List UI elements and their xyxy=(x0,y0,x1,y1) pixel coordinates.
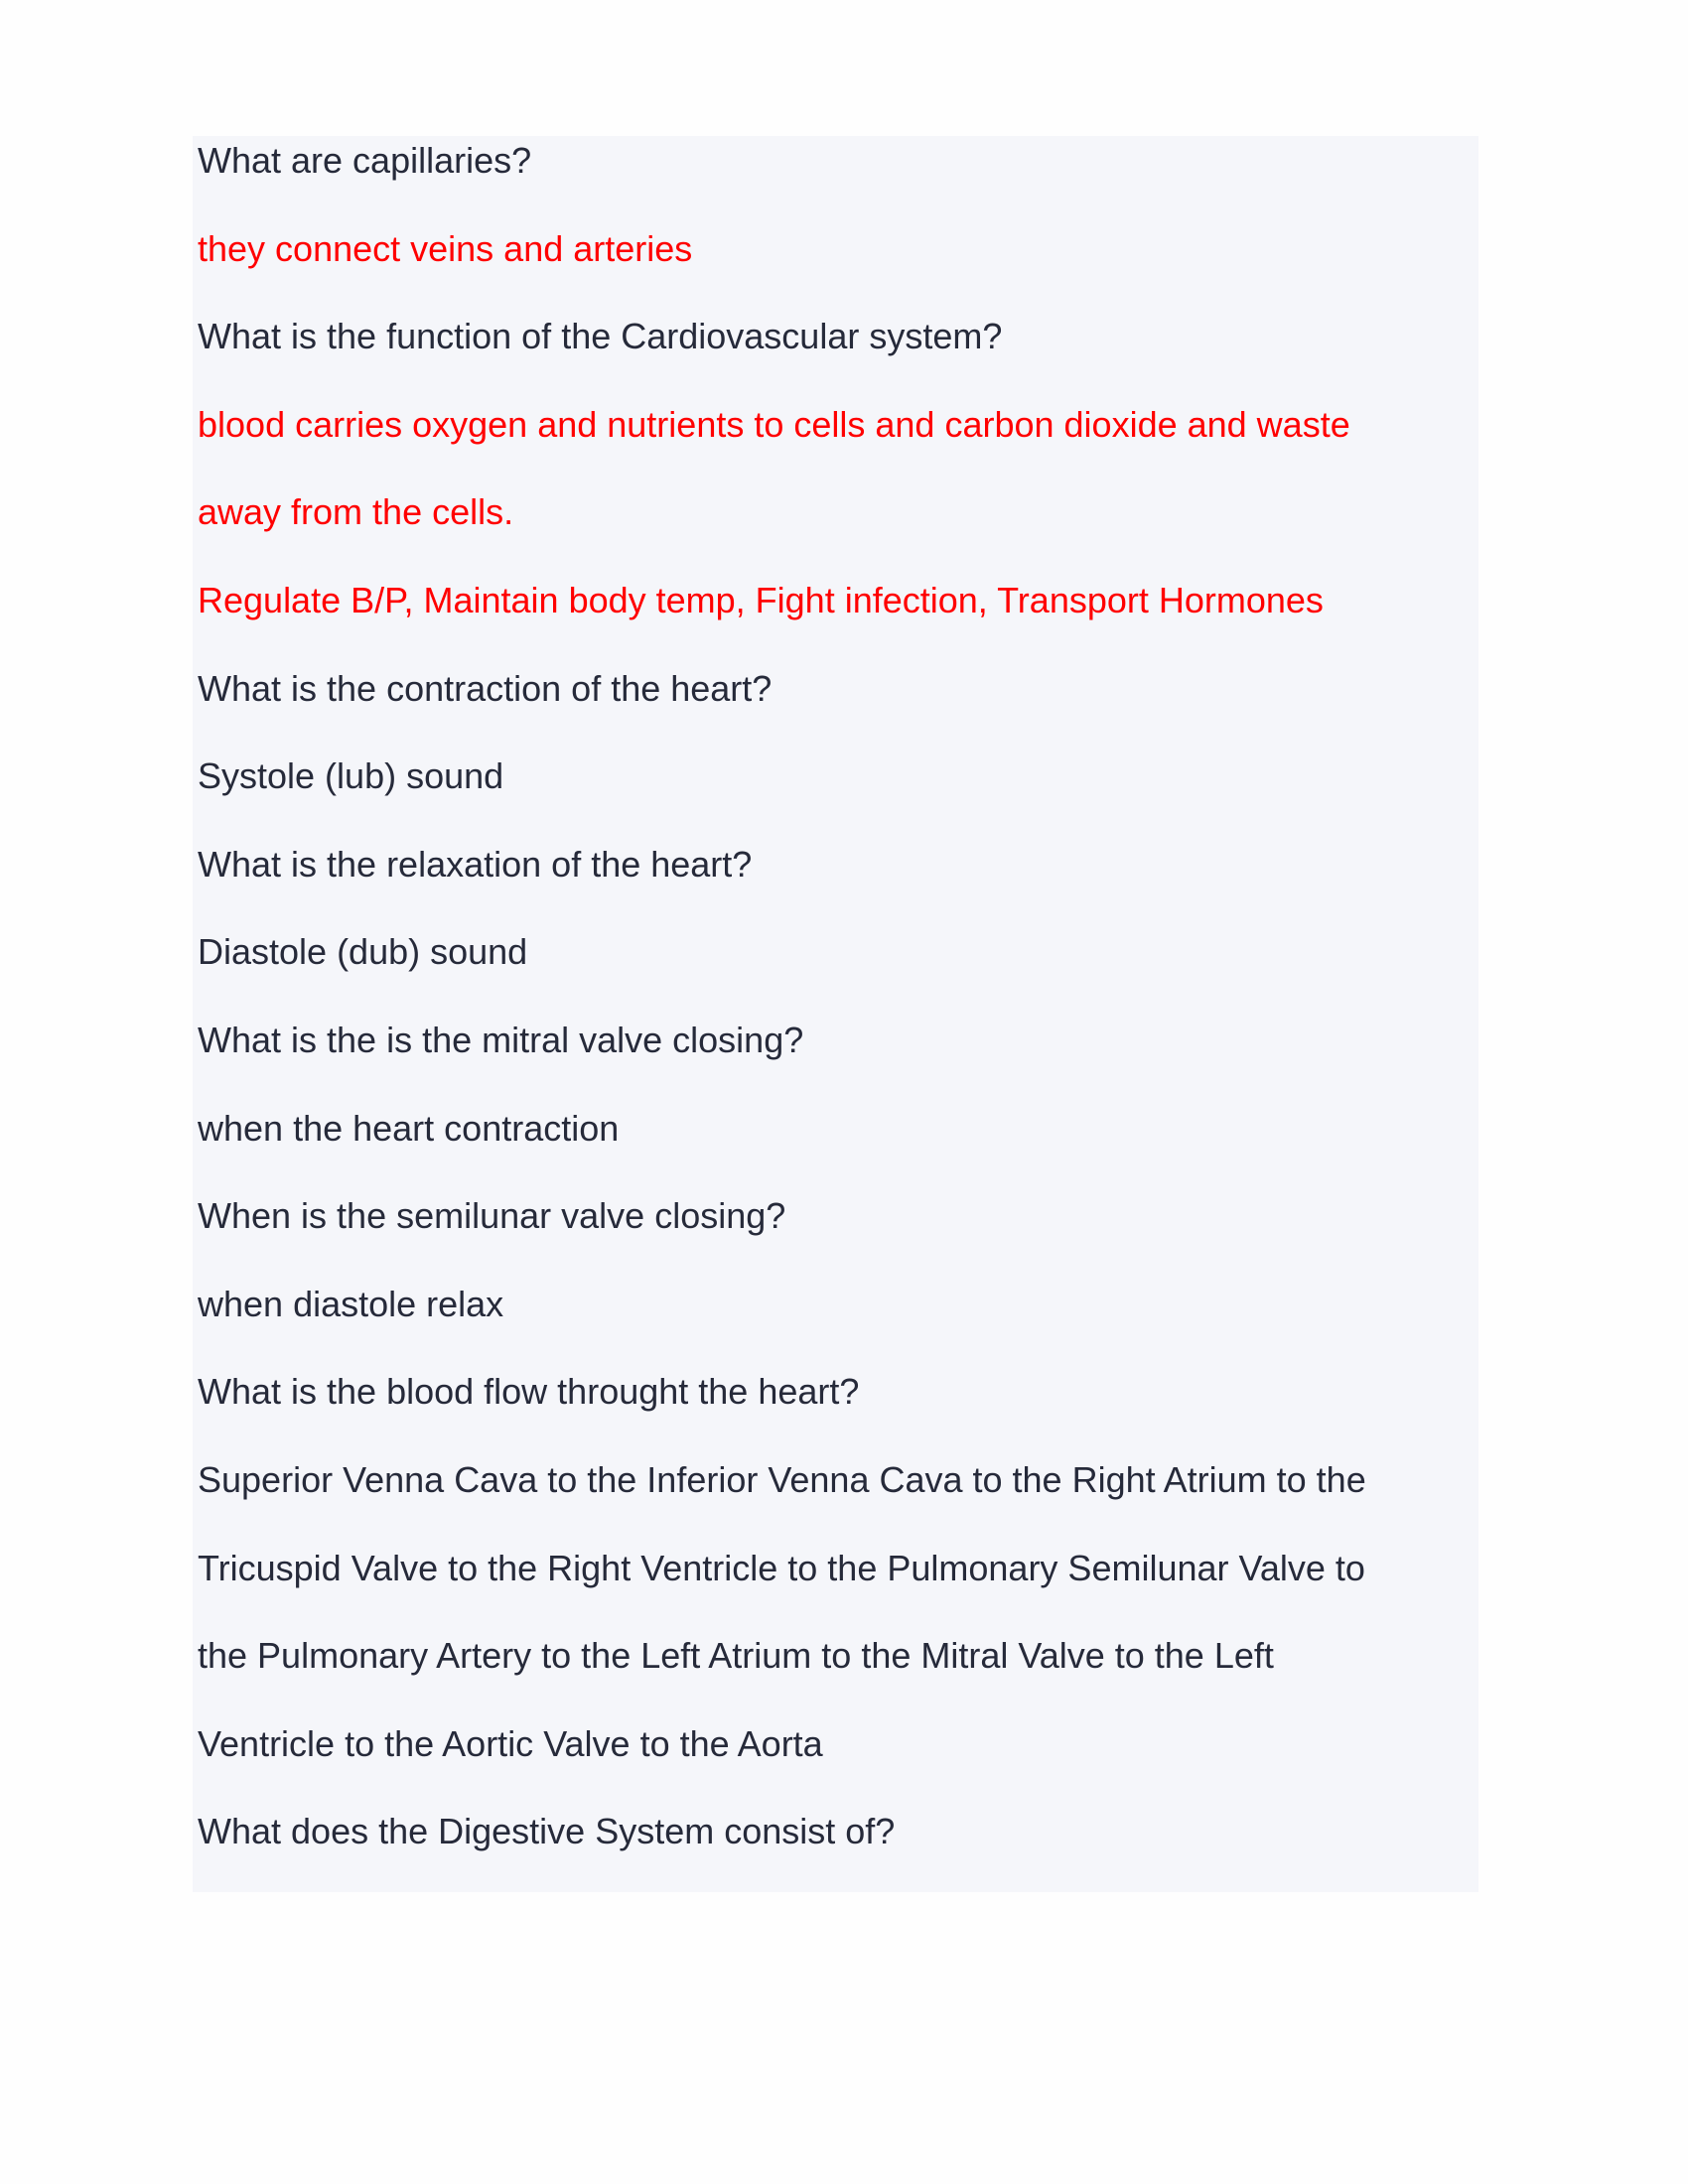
answer-line: Superior Venna Cava to the Inferior Venna Cava to the Right Atrium to the xyxy=(198,1458,1366,1500)
answer-line: Regulate B/P, Maintain body temp, Fight infection, Transport Hormones xyxy=(198,579,1324,620)
question-line: What is the contraction of the heart? xyxy=(198,667,773,709)
answer-line: blood carries oxygen and nutrients to cells and carbon dioxide and waste xyxy=(198,403,1350,445)
answer-line: Diastole (dub) sound xyxy=(198,931,528,973)
answer-line: they connect veins and arteries xyxy=(198,227,693,269)
question-line: What is the relaxation of the heart? xyxy=(198,843,753,885)
answer-line: when diastole relax xyxy=(198,1283,504,1324)
answer-line: away from the cells. xyxy=(198,491,514,533)
answer-line: Ventricle to the Aortic Valve to the Aorta xyxy=(198,1722,823,1764)
question-line: What is the blood flow throught the heart? xyxy=(198,1371,860,1413)
answer-line: when the heart contraction xyxy=(198,1107,620,1149)
question-line: What does the Digestive System consist of? xyxy=(198,1811,896,1852)
answer-line: the Pulmonary Artery to the Left Atrium to the Mitral Valve to the Left xyxy=(198,1635,1274,1677)
answer-line: Tricuspid Valve to the Right Ventricle to the Pulmonary Semilunar Valve to xyxy=(198,1547,1365,1588)
question-line: When is the semilunar valve closing? xyxy=(198,1195,786,1237)
study-notes xyxy=(198,117,1478,1876)
question-line: What is the function of the Cardiovascular system? xyxy=(198,316,1003,357)
question-line: What is the is the mitral valve closing? xyxy=(198,1019,804,1060)
answer-line: Systole (lub) sound xyxy=(198,755,504,797)
question-line: What are capillaries? xyxy=(198,140,532,181)
